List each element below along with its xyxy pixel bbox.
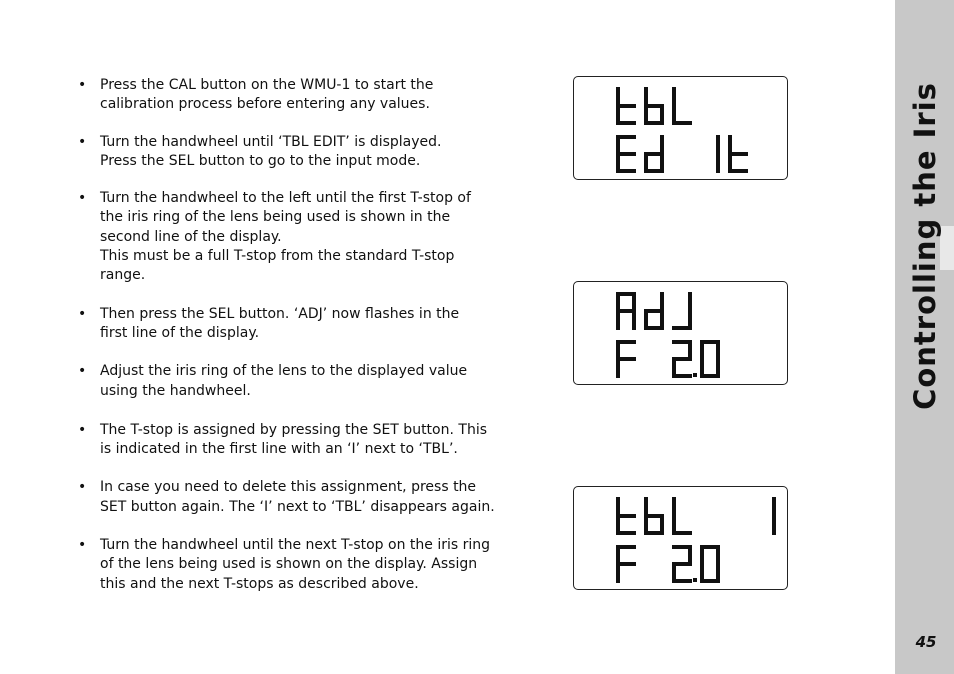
lcd-decimal-point [693, 578, 697, 582]
sidebar-title: Controlling the Iris [908, 82, 942, 410]
list-item-line: • Turn the handwheel until ‘TBL EDIT’ is displayed. [100, 133, 442, 150]
list-item-line: the iris ring of the lens being used is shown in the [100, 209, 451, 226]
list-item [78, 421, 487, 460]
lcd-glyph [646, 294, 662, 328]
list-item [78, 133, 478, 172]
lcd-segments [574, 282, 787, 384]
list-item-line: range. [100, 267, 146, 284]
sidebar-tab-marker [940, 226, 954, 270]
list-item-line: second line of the display. [100, 228, 282, 245]
list-item-line: This must be a full T-stop from the standard T-stop [100, 248, 455, 265]
lcd-glyph [674, 547, 690, 581]
list-item [78, 189, 478, 285]
lcd-display-adj [573, 281, 788, 385]
list-item [78, 362, 478, 401]
lcd-glyph [674, 499, 690, 533]
lcd-glyph [618, 89, 634, 123]
list-item-line: • Turn the handwheel to the left until the first T-stop of [100, 190, 471, 207]
list-item-line: • Turn the handwheel until the next T-stop on the iris ring [100, 537, 491, 554]
list-item-line: first line of the display. [100, 324, 260, 341]
list-item-line: • The T-stop is assigned by pressing the SET button. This [100, 421, 487, 438]
list-item [78, 305, 478, 344]
lcd-glyph [702, 547, 718, 581]
lcd-glyph [674, 342, 690, 376]
list-item-line: • In case you need to delete this assignment, press the [100, 479, 477, 496]
list-item [78, 76, 478, 115]
list-item-line: • Press the CAL button on the WMU-1 to start the [100, 77, 434, 93]
lcd-glyph [730, 137, 746, 171]
list-item-line: is indicated in the first line with an ‘I’ next to ‘TBL’. [100, 441, 458, 458]
list-item [78, 478, 495, 517]
lcd-segments [574, 487, 787, 589]
list-item-line: of the lens being used is shown on the display. Assign [100, 556, 478, 573]
lcd-glyph [618, 137, 634, 171]
lcd-glyph [674, 294, 690, 328]
lcd-display-tbl-edit [573, 76, 788, 180]
lcd-glyph [674, 89, 690, 123]
list-item [78, 536, 491, 594]
lcd-glyph [618, 342, 634, 376]
lcd-decimal-point [693, 373, 697, 377]
lcd-glyph [646, 499, 662, 533]
list-item-line: calibration process before entering any values. [100, 96, 430, 113]
instruction-list [78, 76, 495, 594]
lcd-display-tbl-1 [573, 486, 788, 590]
list-item-line: using the handwheel. [100, 382, 251, 399]
lcd-glyph [646, 137, 662, 171]
list-item-line: • Then press the SEL button. ‘ADJ’ now flashes in the [100, 305, 460, 322]
lcd-glyph [618, 547, 634, 581]
list-item-line: Press the SEL button to go to the input mode. [100, 152, 421, 169]
list-item-line: • Adjust the iris ring of the lens to the displayed value [100, 363, 468, 380]
lcd-glyph [618, 294, 634, 328]
list-item-line: this and the next T-stops as described above. [100, 575, 419, 592]
list-item-line: SET button again. The ‘I’ next to ‘TBL’ disappears again. [100, 498, 495, 515]
lcd-glyph [618, 499, 634, 533]
page-number: 45 [915, 633, 937, 651]
lcd-glyph [646, 89, 662, 123]
lcd-glyph [702, 342, 718, 376]
lcd-segments [574, 77, 787, 179]
